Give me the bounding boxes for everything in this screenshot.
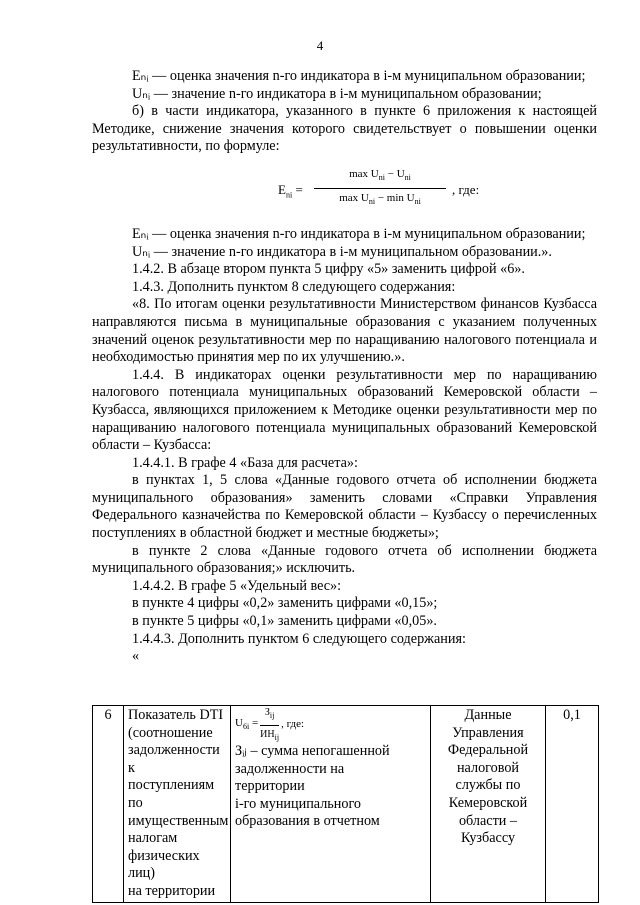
cell-weight: 0,1 bbox=[546, 706, 599, 903]
formula-denominator: $\max U_{ni} - \min U_{ni}$ bbox=[339, 191, 421, 206]
page-number: 4 bbox=[316, 38, 324, 53]
cell-indicator-name: Показатель DTI (соотношение задолженности к поступлениям по имущественным налогам физических лиц) на территории bbox=[124, 706, 231, 903]
paragraph: 1.4.3. Дополнить пунктом 8 следующего содержания: bbox=[132, 278, 456, 295]
cell-base: Данные Управления Федеральной налоговой службы по Кемеровской области – Кузбассу bbox=[431, 706, 546, 903]
cell-formula: $U_{6i}$ = $З_{ij}$ $ИН_{ij}$ , где: Зᵢⱼ – сумма непогашенной задолженности на территории i-го муниципального образования в отчетном bbox=[231, 706, 431, 903]
table-row bbox=[93, 706, 599, 903]
paragraph: « bbox=[132, 648, 140, 665]
paragraph: в пунктах 1, 5 слова «Данные годового отчета об исполнении бюджета муниципального образования» заменить словами «Справки Управления Федерального казначейства по Кемеровской области – Кузбассу о перечисленных поступлениях в областной бюджет и местные бюджеты»; bbox=[92, 472, 597, 542]
formula-tail: , где: bbox=[452, 181, 480, 197]
paragraph: Uₙᵢ — значение n-го индикатора в i-м муниципальном образовании.». bbox=[132, 243, 552, 260]
paragraph: в пункте 2 слова «Данные годового отчета об исполнении бюджета муниципального образования;» исключить. bbox=[92, 542, 597, 577]
paragraph: Eₙᵢ — оценка значения n-го индикатора в i-м муниципальном образовании; bbox=[132, 68, 586, 84]
document-body bbox=[92, 68, 597, 666]
indicator-table bbox=[92, 705, 599, 903]
table-formula-fraction: $З_{ij}$ $ИН_{ij}$ bbox=[260, 704, 279, 746]
paragraph: 1.4.4.2. В графе 5 «Удельный вес»: bbox=[132, 577, 342, 594]
paragraph: б) в части индикатора, указанного в пункте 6 приложения к настоящей Методике, снижение значения которого свидетельствует о повышении оценки результативности, по формуле: bbox=[92, 103, 597, 155]
paragraph: 1.4.4. В индикаторах оценки результативности мер по наращиванию налогового потенциала муниципальных образований Кемеровской области – Кузбасса, являющихся приложением к Методике оценки результативности мер по наращиванию налогового потенциала муниципальных образований Кемеровской области – Кузбасса: bbox=[92, 366, 597, 454]
paragraph: Uₙᵢ — значение n-го индикатора в i-м муниципальном образовании; bbox=[132, 85, 542, 102]
paragraph: 1.4.4.3. Дополнить пунктом 6 следующего содержания: bbox=[132, 630, 466, 647]
paragraph: «8. По итогам оценки результативности Министерством финансов Кузбасса направляются письма в муниципальные образования с указанием полученных значений оценок результативности мер по наращиванию налогового потенциала и необходимостью принятия мер по их улучшению.». bbox=[92, 296, 597, 366]
table-formula: $U_{6i}$ = $З_{ij}$ $ИН_{ij}$ , где: bbox=[235, 707, 426, 743]
paragraph: Eₙᵢ — оценка значения n-го индикатора в i-м муниципальном образовании; bbox=[132, 225, 586, 242]
paragraph: 1.4.4.1. В графе 4 «База для расчета»: bbox=[132, 454, 358, 471]
cell-number: 6 bbox=[93, 706, 124, 903]
formula-lhs: $E_{ni}$ = bbox=[278, 181, 303, 200]
paragraph: в пункте 4 цифры «0,2» заменить цифрами «0,15»; bbox=[132, 595, 438, 612]
formula-numerator: $\max U_{ni} - U_{ni}$ bbox=[314, 166, 446, 189]
paragraph: в пункте 5 цифры «0,1» заменить цифрами «0,05». bbox=[132, 613, 437, 630]
paragraph: 1.4.2. В абзаце втором пункта 5 цифру «5» заменить цифрой «6». bbox=[132, 261, 525, 278]
formula bbox=[92, 162, 597, 220]
formula-fraction bbox=[314, 166, 446, 211]
